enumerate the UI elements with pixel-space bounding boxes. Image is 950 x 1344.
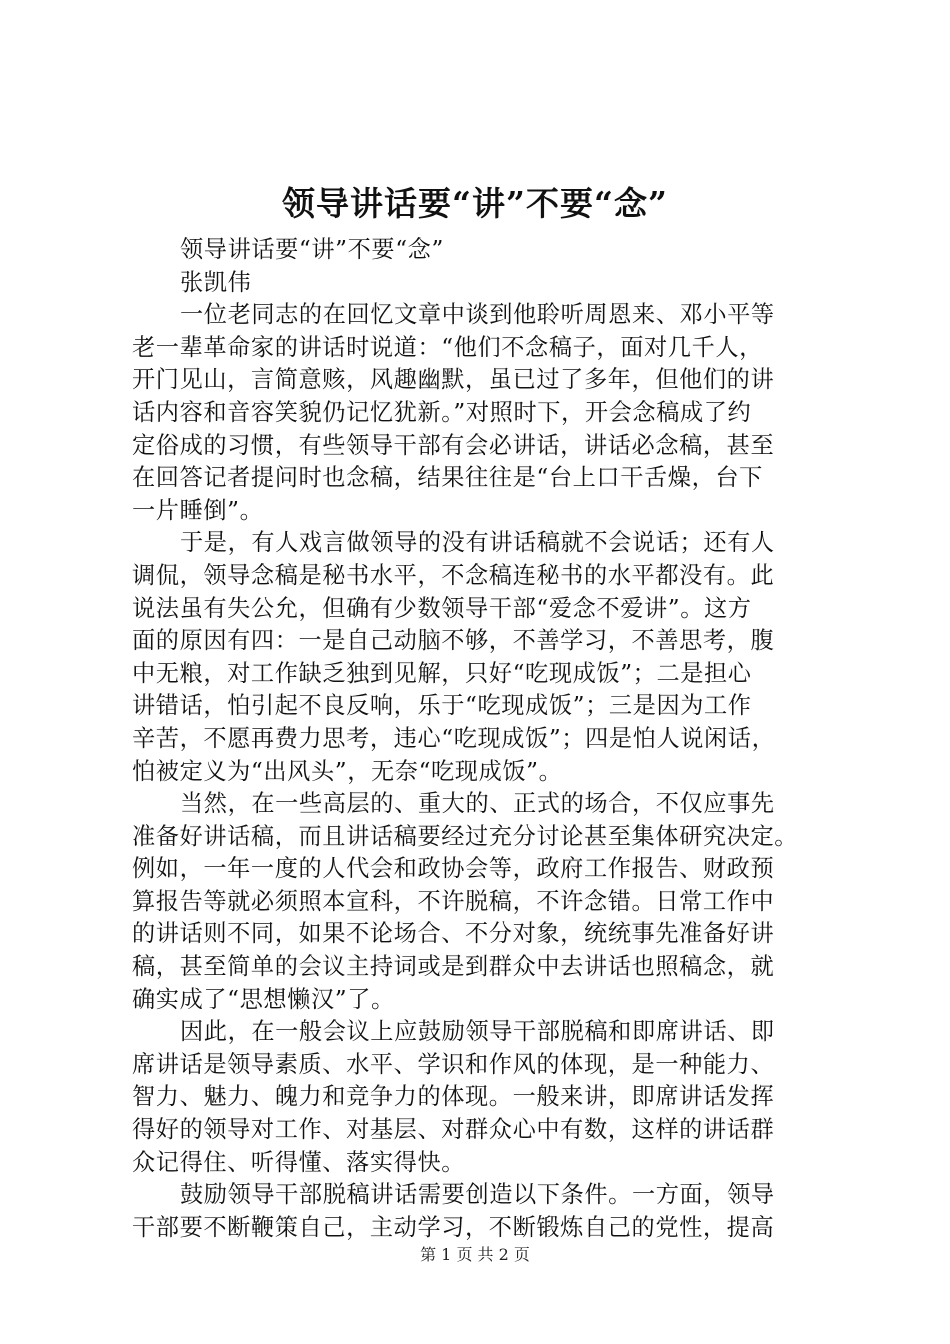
text-line: 众记得住、听得懂、落实得快。 xyxy=(132,1148,466,1176)
text-line: 面的原因有四：一是自己动脑不够，不善学习，不善思考，腹 xyxy=(132,627,775,655)
text-line: 的讲话则不同，如果不论场合、不分对象，统统事先准备好讲 xyxy=(132,920,775,948)
text-line: 开门见山，言简意赅，风趣幽默，虽已过了多年，但他们的讲 xyxy=(132,366,775,394)
text-line: 辛苦，不愿再费力思考，违心“吃现成饭”；四是怕人说闲话， xyxy=(132,724,776,752)
text-line: 席讲话是领导素质、水平、学识和作风的体现，是一种能力、 xyxy=(132,1050,775,1078)
text-line: 当然，在一些高层的、重大的、正式的场合，不仅应事先 xyxy=(180,790,775,818)
text-line: 在回答记者提问时也念稿，结果往往是“台上口干舌燥，台下 xyxy=(132,464,763,492)
text-line: 怕被定义为“出风头”，无奈“吃现成饭”。 xyxy=(132,757,563,785)
text-line: 老一辈革命家的讲话时说道：“他们不念稿子，面对几千人， xyxy=(132,333,763,361)
text-line: 中无粮，对工作缺乏独到见解，只好“吃现成饭”；二是担心 xyxy=(132,659,752,687)
text-line: 确实成了“思想懒汉”了。 xyxy=(132,985,395,1013)
text-line: 例如，一年一度的人代会和政协会等，政府工作报告、财政预 xyxy=(132,855,775,883)
text-line: 智力、魅力、魄力和竞争力的体现。一般来讲，即席讲话发挥 xyxy=(132,1083,775,1111)
document-body xyxy=(132,234,832,1244)
text-line: 鼓励领导干部脱稿讲话需要创造以下条件。一方面，领导 xyxy=(180,1181,775,1209)
text-line: 一位老同志的在回忆文章中谈到他聆听周恩来、邓小平等 xyxy=(180,301,775,329)
text-line: 话内容和音容笑貌仍记忆犹新。”对照时下，开会念稿成了约 xyxy=(132,398,752,426)
text-line: 一片睡倒”。 xyxy=(132,496,264,524)
text-line: 于是，有人戏言做领导的没有讲话稿就不会说话；还有人 xyxy=(180,529,775,557)
text-line: 准备好讲话稿，而且讲话稿要经过充分讨论甚至集体研究决定。 xyxy=(132,822,799,850)
text-line: 得好的领导对工作、对基层、对群众心中有数，这样的讲话群 xyxy=(132,1116,775,1144)
page-number: 第 1 页 共 2 页 xyxy=(420,1245,530,1264)
text-line: 定俗成的习惯，有些领导干部有会必讲话，讲话必念稿，甚至 xyxy=(132,431,775,459)
text-line: 稿，甚至简单的会议主持词或是到群众中去讲话也照稿念，就 xyxy=(132,953,775,981)
text-line: 干部要不断鞭策自己，主动学习，不断锻炼自己的党性，提高 xyxy=(132,1213,775,1241)
document-title: 领导讲话要“讲”不要“念” xyxy=(282,184,668,223)
text-line: 说法虽有失公允，但确有少数领导干部“爱念不爱讲”。这方 xyxy=(132,594,752,622)
text-line: 领导讲话要“讲”不要“念” xyxy=(180,236,444,263)
text-line: 调侃，领导念稿是秘书水平，不念稿连秘书的水平都没有。此 xyxy=(132,561,775,589)
text-line: 因此，在一般会议上应鼓励领导干部脱稿和即席讲话、即 xyxy=(180,1018,775,1046)
text-line: 张凯伟 xyxy=(180,268,252,296)
text-line: 算报告等就必须照本宣科，不许脱稿，不许念错。日常工作中 xyxy=(132,887,775,915)
text-line: 讲错话，怕引起不良反响，乐于“吃现成饭”；三是因为工作 xyxy=(132,692,752,720)
